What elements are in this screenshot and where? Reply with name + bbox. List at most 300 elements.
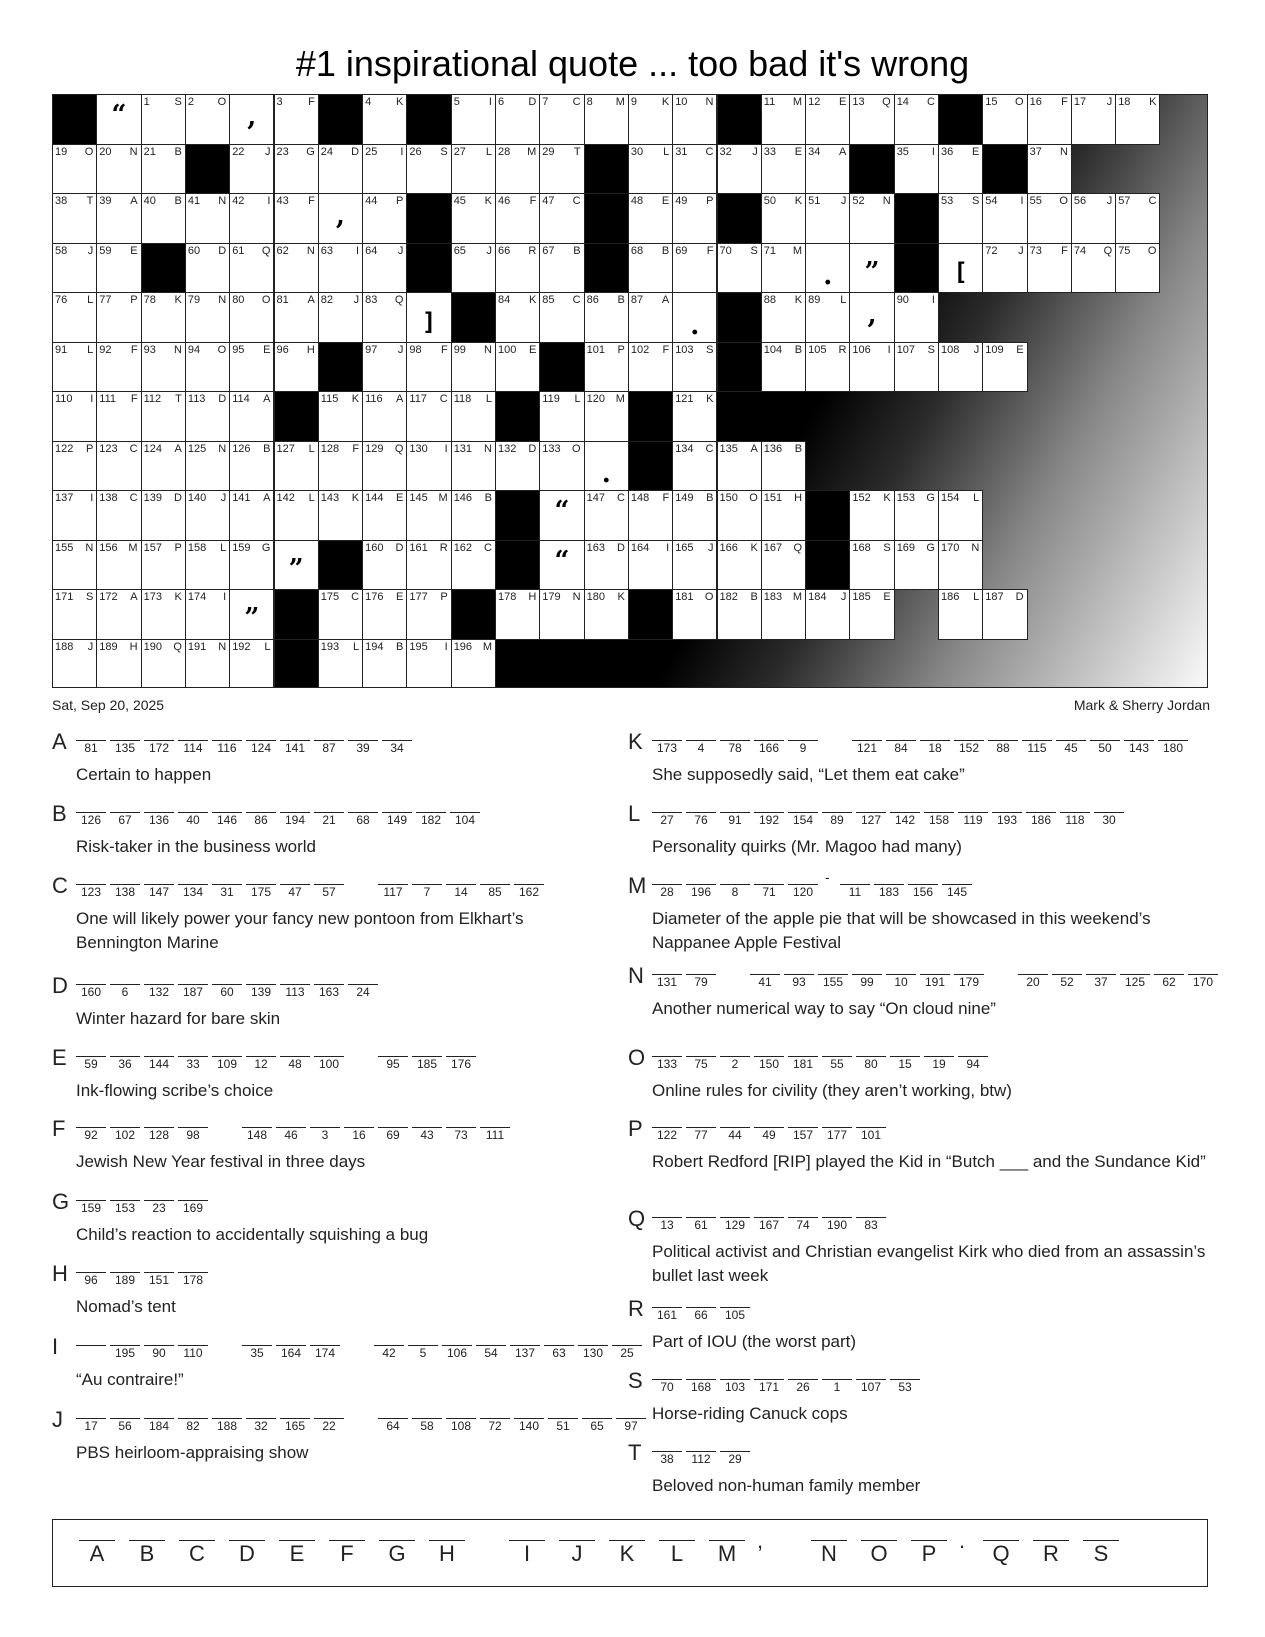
grid-cell[interactable] <box>584 540 629 591</box>
grid-cell[interactable] <box>229 391 274 442</box>
answer-blank[interactable]: 169 <box>178 1200 208 1215</box>
answer-blank[interactable]: 188 <box>212 1418 242 1433</box>
answer-blank[interactable]: 23 <box>144 1200 174 1215</box>
answer-blank[interactable]: 145 <box>942 884 972 899</box>
answer-blank[interactable]: 22 <box>314 1418 344 1433</box>
answer-blank[interactable]: 117 <box>378 884 408 899</box>
answer-blank[interactable]: 40 <box>178 812 208 827</box>
answer-blank[interactable]: 63 <box>544 1345 574 1360</box>
answer-blank[interactable]: 70 <box>652 1379 682 1394</box>
grid-cell[interactable] <box>717 441 762 492</box>
grid-cell[interactable] <box>628 292 673 343</box>
answer-blank[interactable]: 55 <box>822 1056 852 1071</box>
answer-blank[interactable]: 151 <box>144 1272 174 1287</box>
grid-cell[interactable] <box>52 490 97 541</box>
grid-cell[interactable] <box>539 94 584 145</box>
grid-cell[interactable] <box>141 540 186 591</box>
answer-blank[interactable]: 16 <box>344 1127 374 1142</box>
grid-cell[interactable] <box>406 540 451 591</box>
answer-blank[interactable]: 92 <box>76 1127 106 1142</box>
answer-blank[interactable]: 98 <box>178 1127 208 1142</box>
answer-blank[interactable]: 52 <box>1052 974 1082 989</box>
grid-cell[interactable] <box>672 243 717 294</box>
answer-blank[interactable]: 170 <box>1188 974 1218 989</box>
answer-blank[interactable]: 79 <box>686 974 716 989</box>
answer-blank[interactable]: 191 <box>920 974 950 989</box>
answer-blank[interactable]: 141 <box>280 740 310 755</box>
answer-blank[interactable]: 181 <box>788 1056 818 1071</box>
grid-cell[interactable] <box>141 342 186 393</box>
grid-cell[interactable] <box>185 292 230 343</box>
answer-blank[interactable]: 171 <box>754 1379 784 1394</box>
answer-blank[interactable]: 49 <box>754 1127 784 1142</box>
answer-blank[interactable]: 139 <box>246 984 276 999</box>
grid-cell[interactable] <box>406 342 451 393</box>
grid-cell[interactable] <box>717 490 762 541</box>
grid-cell[interactable] <box>318 490 363 541</box>
answer-blank[interactable]: 148 <box>242 1127 272 1142</box>
grid-cell[interactable] <box>761 540 806 591</box>
grid-cell[interactable] <box>1071 193 1116 244</box>
answer-blank[interactable]: 106 <box>442 1345 472 1360</box>
grid-cell[interactable] <box>451 391 496 442</box>
answer-blank[interactable]: 143 <box>1124 740 1154 755</box>
grid-cell[interactable] <box>451 490 496 541</box>
grid-cell[interactable] <box>761 490 806 541</box>
answer-blank[interactable]: 168 <box>686 1379 716 1394</box>
grid-cell[interactable] <box>1027 144 1072 195</box>
grid-cell[interactable] <box>894 490 939 541</box>
answer-blank[interactable]: 133 <box>652 1056 682 1071</box>
grid-cell[interactable] <box>52 540 97 591</box>
answer-blank[interactable]: 65 <box>582 1418 612 1433</box>
grid-cell[interactable] <box>185 94 230 145</box>
answer-blank[interactable]: 25 <box>612 1345 642 1360</box>
answer-blank[interactable]: 149 <box>382 812 412 827</box>
grid-cell[interactable] <box>761 589 806 640</box>
grid-cell[interactable] <box>451 144 496 195</box>
grid-cell[interactable] <box>938 193 983 244</box>
answer-blank[interactable]: 27 <box>652 812 682 827</box>
answer-blank[interactable]: 21 <box>314 812 344 827</box>
answer-blank[interactable]: 91 <box>720 812 750 827</box>
answer-letter-slot[interactable] <box>75 1540 119 1567</box>
answer-blank[interactable]: 187 <box>178 984 208 999</box>
answer-blank[interactable]: 93 <box>784 974 814 989</box>
grid-cell[interactable] <box>274 94 319 145</box>
grid-cell[interactable] <box>761 292 806 343</box>
answer-blank[interactable]: 6 <box>110 984 140 999</box>
answer-blank[interactable]: 2 <box>720 1056 750 1071</box>
grid-cell[interactable] <box>982 94 1027 145</box>
grid-cell[interactable] <box>406 589 451 640</box>
answer-blank[interactable]: 8 <box>720 884 750 899</box>
answer-blank[interactable]: 102 <box>110 1127 140 1142</box>
grid-cell[interactable] <box>451 193 496 244</box>
grid-cell[interactable] <box>539 193 584 244</box>
grid-cell[interactable] <box>141 490 186 541</box>
grid-cell[interactable] <box>274 193 319 244</box>
answer-blank[interactable]: 42 <box>374 1345 404 1360</box>
answer-blank[interactable]: 80 <box>856 1056 886 1071</box>
grid-cell[interactable] <box>628 490 673 541</box>
grid-cell[interactable] <box>406 144 451 195</box>
answer-blank[interactable]: 57 <box>314 884 344 899</box>
answer-blank[interactable]: 177 <box>822 1127 852 1142</box>
grid-cell[interactable] <box>52 391 97 442</box>
answer-blank[interactable]: 138 <box>110 884 140 899</box>
grid-cell[interactable] <box>672 193 717 244</box>
grid-cell[interactable] <box>318 144 363 195</box>
answer-blank[interactable]: 111 <box>480 1127 510 1142</box>
grid-cell[interactable] <box>274 490 319 541</box>
grid-cell[interactable] <box>982 243 1027 294</box>
answer-blank[interactable]: 105 <box>720 1307 750 1322</box>
grid-cell[interactable] <box>672 540 717 591</box>
answer-blank[interactable]: 39 <box>348 740 378 755</box>
answer-blank[interactable]: 68 <box>348 812 378 827</box>
answer-blank[interactable]: 73 <box>446 1127 476 1142</box>
answer-blank[interactable]: 88 <box>988 740 1018 755</box>
grid-cell[interactable] <box>672 391 717 442</box>
answer-blank[interactable]: 47 <box>280 884 310 899</box>
grid-cell[interactable] <box>451 441 496 492</box>
grid-cell[interactable] <box>185 589 230 640</box>
answer-blank[interactable]: 90 <box>144 1345 174 1360</box>
grid-cell[interactable] <box>318 589 363 640</box>
answer-blank[interactable]: 109 <box>212 1056 242 1071</box>
grid-cell[interactable] <box>495 342 540 393</box>
answer-blank[interactable]: 59 <box>76 1056 106 1071</box>
answer-blank[interactable]: 114 <box>178 740 208 755</box>
grid-cell[interactable] <box>672 94 717 145</box>
grid-cell[interactable] <box>628 144 673 195</box>
grid-cell[interactable] <box>539 391 584 442</box>
answer-blank[interactable]: 192 <box>754 812 784 827</box>
grid-cell[interactable] <box>362 639 407 689</box>
answer-blank[interactable]: 37 <box>1086 974 1116 989</box>
grid-cell[interactable] <box>805 94 850 145</box>
grid-cell[interactable] <box>761 144 806 195</box>
answer-blank[interactable]: 172 <box>144 740 174 755</box>
answer-blank[interactable]: 159 <box>76 1200 106 1215</box>
answer-blank[interactable]: 196 <box>686 884 716 899</box>
answer-blank[interactable]: 61 <box>686 1217 716 1232</box>
grid-cell[interactable] <box>451 342 496 393</box>
answer-blank[interactable]: 123 <box>76 884 106 899</box>
answer-blank[interactable]: 3 <box>310 1127 340 1142</box>
grid-cell[interactable] <box>805 193 850 244</box>
grid-cell[interactable] <box>362 540 407 591</box>
grid-cell[interactable] <box>229 342 274 393</box>
grid-cell[interactable] <box>628 243 673 294</box>
answer-letter-slot[interactable] <box>555 1540 599 1567</box>
grid-cell[interactable] <box>96 441 141 492</box>
answer-blank[interactable]: 46 <box>276 1127 306 1142</box>
answer-blank[interactable]: 53 <box>890 1379 920 1394</box>
answer-blank[interactable]: 108 <box>446 1418 476 1433</box>
grid-cell[interactable] <box>52 243 97 294</box>
answer-blank[interactable]: 74 <box>788 1217 818 1232</box>
answer-blank[interactable]: 43 <box>412 1127 442 1142</box>
grid-cell[interactable] <box>451 243 496 294</box>
answer-blank[interactable]: 54 <box>476 1345 506 1360</box>
grid-cell[interactable] <box>274 243 319 294</box>
grid-cell[interactable] <box>628 540 673 591</box>
grid-cell[interactable] <box>362 94 407 145</box>
grid-cell[interactable] <box>406 639 451 689</box>
grid-cell[interactable] <box>1115 243 1160 294</box>
answer-blank[interactable]: 146 <box>212 812 242 827</box>
grid-cell[interactable] <box>894 540 939 591</box>
answer-blank[interactable]: 1 <box>822 1379 852 1394</box>
grid-cell[interactable] <box>1027 193 1072 244</box>
answer-blank[interactable]: 167 <box>754 1217 784 1232</box>
grid-cell[interactable] <box>141 441 186 492</box>
answer-blank[interactable]: 20 <box>1018 974 1048 989</box>
answer-letter-slot[interactable] <box>505 1540 549 1567</box>
grid-cell[interactable] <box>982 193 1027 244</box>
answer-blank[interactable]: 101 <box>856 1127 886 1142</box>
answer-blank[interactable]: 41 <box>750 974 780 989</box>
answer-blank[interactable]: 173 <box>652 740 682 755</box>
answer-blank[interactable]: 103 <box>720 1379 750 1394</box>
grid-cell[interactable] <box>849 193 894 244</box>
grid-cell[interactable] <box>96 193 141 244</box>
grid-cell[interactable] <box>96 490 141 541</box>
answer-blank[interactable]: 33 <box>178 1056 208 1071</box>
answer-letter-slot[interactable] <box>807 1540 851 1567</box>
grid-cell[interactable] <box>141 193 186 244</box>
answer-blank[interactable]: 163 <box>314 984 344 999</box>
grid-cell[interactable] <box>52 441 97 492</box>
grid-cell[interactable] <box>495 243 540 294</box>
grid-cell[interactable] <box>717 540 762 591</box>
answer-blank[interactable]: 183 <box>874 884 904 899</box>
grid-cell[interactable] <box>141 589 186 640</box>
answer-blank[interactable]: 174 <box>310 1345 340 1360</box>
grid-cell[interactable] <box>52 193 97 244</box>
answer-blank[interactable]: 130 <box>578 1345 608 1360</box>
grid-cell[interactable] <box>96 540 141 591</box>
answer-letter-slot[interactable] <box>655 1540 699 1567</box>
answer-blank[interactable]: 156 <box>908 884 938 899</box>
grid-cell[interactable] <box>141 292 186 343</box>
grid-cell[interactable] <box>849 94 894 145</box>
grid-cell[interactable] <box>318 292 363 343</box>
answer-blank[interactable]: 185 <box>412 1056 442 1071</box>
grid-cell[interactable] <box>849 589 894 640</box>
answer-blank[interactable]: 122 <box>652 1127 682 1142</box>
grid-cell[interactable] <box>761 193 806 244</box>
grid-cell[interactable] <box>1027 94 1072 145</box>
grid-cell[interactable] <box>229 243 274 294</box>
grid-cell[interactable] <box>451 639 496 689</box>
grid-cell[interactable] <box>495 144 540 195</box>
answer-blank[interactable]: 161 <box>652 1307 682 1322</box>
grid-cell[interactable] <box>539 144 584 195</box>
grid-cell[interactable] <box>584 292 629 343</box>
answer-blank[interactable]: 28 <box>652 884 682 899</box>
answer-letter-slot[interactable] <box>125 1540 169 1567</box>
grid-cell[interactable] <box>539 441 584 492</box>
answer-blank[interactable]: 164 <box>276 1345 306 1360</box>
answer-blank[interactable]: 72 <box>480 1418 510 1433</box>
answer-blank[interactable]: 112 <box>686 1451 716 1466</box>
answer-blank[interactable]: 179 <box>954 974 984 989</box>
answer-blank[interactable]: 155 <box>818 974 848 989</box>
answer-blank[interactable]: 50 <box>1090 740 1120 755</box>
answer-blank[interactable]: 100 <box>314 1056 344 1071</box>
grid-cell[interactable] <box>938 342 983 393</box>
grid-cell[interactable] <box>451 94 496 145</box>
grid-cell[interactable] <box>52 144 97 195</box>
answer-blank[interactable]: 85 <box>480 884 510 899</box>
grid-cell[interactable] <box>849 490 894 541</box>
grid-cell[interactable] <box>141 94 186 145</box>
answer-blank[interactable]: 4 <box>686 740 716 755</box>
grid-cell[interactable] <box>318 243 363 294</box>
answer-blank[interactable]: 76 <box>686 812 716 827</box>
grid-cell[interactable] <box>761 342 806 393</box>
answer-blank[interactable]: 7 <box>412 884 442 899</box>
answer-blank[interactable]: 18 <box>920 740 950 755</box>
answer-blank[interactable]: 137 <box>510 1345 540 1360</box>
answer-blank[interactable]: 136 <box>144 812 174 827</box>
grid-cell[interactable] <box>894 292 939 343</box>
answer-blank[interactable]: 131 <box>652 974 682 989</box>
answer-letter-slot[interactable] <box>605 1540 649 1567</box>
grid-cell[interactable] <box>1071 94 1116 145</box>
answer-blank[interactable]: 96 <box>76 1272 106 1287</box>
grid-cell[interactable] <box>274 342 319 393</box>
grid-cell[interactable] <box>717 144 762 195</box>
answer-blank[interactable]: 38 <box>652 1451 682 1466</box>
grid-cell[interactable] <box>362 292 407 343</box>
grid-cell[interactable] <box>362 391 407 442</box>
answer-blank[interactable]: 66 <box>686 1307 716 1322</box>
grid-cell[interactable] <box>717 243 762 294</box>
answer-blank[interactable]: 153 <box>110 1200 140 1215</box>
answer-blank[interactable]: 182 <box>416 812 446 827</box>
grid-cell[interactable] <box>141 391 186 442</box>
answer-letter-slot[interactable] <box>175 1540 219 1567</box>
grid-cell[interactable] <box>894 94 939 145</box>
grid-cell[interactable] <box>362 243 407 294</box>
answer-blank[interactable]: 152 <box>954 740 984 755</box>
answer-blank[interactable]: 107 <box>856 1379 886 1394</box>
answer-blank[interactable]: 157 <box>788 1127 818 1142</box>
answer-blank[interactable]: 10 <box>886 974 916 989</box>
grid-cell[interactable] <box>1115 94 1160 145</box>
answer-blank[interactable]: 31 <box>212 884 242 899</box>
grid-cell[interactable] <box>229 639 274 689</box>
answer-blank[interactable]: 36 <box>110 1056 140 1071</box>
answer-blank[interactable]: 178 <box>178 1272 208 1287</box>
answer-blank[interactable]: 142 <box>890 812 920 827</box>
answer-blank[interactable]: 134 <box>178 884 208 899</box>
grid-cell[interactable] <box>274 292 319 343</box>
answer-blank[interactable]: 129 <box>720 1217 750 1232</box>
grid-cell[interactable] <box>406 490 451 541</box>
answer-blank[interactable]: 5 <box>408 1345 438 1360</box>
answer-blank[interactable]: 58 <box>412 1418 442 1433</box>
grid-cell[interactable] <box>495 589 540 640</box>
grid-cell[interactable] <box>185 391 230 442</box>
answer-blank[interactable]: 194 <box>280 812 310 827</box>
answer-blank[interactable]: 9 <box>788 740 818 755</box>
grid-cell[interactable] <box>1115 193 1160 244</box>
answer-blank[interactable]: 81 <box>76 740 106 755</box>
answer-blank[interactable]: 126 <box>76 812 106 827</box>
answer-letter-slot[interactable] <box>275 1540 319 1567</box>
answer-blank[interactable]: 118 <box>1060 812 1090 827</box>
grid-cell[interactable] <box>849 342 894 393</box>
answer-blank[interactable]: 75 <box>686 1056 716 1071</box>
grid-cell[interactable] <box>274 441 319 492</box>
answer-letter-slot[interactable] <box>857 1540 901 1567</box>
grid-cell[interactable] <box>52 342 97 393</box>
answer-blank[interactable]: 64 <box>378 1418 408 1433</box>
answer-blank[interactable]: 97 <box>616 1418 646 1433</box>
answer-blank[interactable]: 162 <box>514 884 544 899</box>
answer-blank[interactable]: 116 <box>212 740 242 755</box>
answer-blank[interactable]: 99 <box>852 974 882 989</box>
answer-blank[interactable]: 82 <box>178 1418 208 1433</box>
answer-blank[interactable]: 195 <box>110 1345 140 1360</box>
answer-blank[interactable]: 144 <box>144 1056 174 1071</box>
grid-cell[interactable] <box>628 342 673 393</box>
grid-cell[interactable] <box>761 94 806 145</box>
grid-cell[interactable] <box>362 490 407 541</box>
grid-cell[interactable] <box>96 342 141 393</box>
grid-cell[interactable] <box>318 639 363 689</box>
grid-cell[interactable] <box>672 144 717 195</box>
answer-blank[interactable]: 120 <box>788 884 818 899</box>
answer-blank[interactable]: 56 <box>110 1418 140 1433</box>
answer-blank[interactable]: 119 <box>958 812 988 827</box>
answer-blank[interactable]: 11 <box>840 884 870 899</box>
answer-blank[interactable]: 140 <box>514 1418 544 1433</box>
grid-cell[interactable] <box>229 490 274 541</box>
grid-cell[interactable] <box>52 639 97 689</box>
grid-cell[interactable] <box>805 589 850 640</box>
grid-cell[interactable] <box>229 441 274 492</box>
grid-cell[interactable] <box>274 144 319 195</box>
grid-cell[interactable] <box>584 94 629 145</box>
grid-cell[interactable] <box>229 193 274 244</box>
grid-cell[interactable] <box>185 441 230 492</box>
grid-cell[interactable] <box>185 540 230 591</box>
answer-blank[interactable]: 86 <box>246 812 276 827</box>
grid-cell[interactable] <box>96 292 141 343</box>
grid-cell[interactable] <box>318 441 363 492</box>
answer-blank[interactable]: 60 <box>212 984 242 999</box>
answer-blank[interactable]: 78 <box>720 740 750 755</box>
grid-cell[interactable] <box>185 342 230 393</box>
grid-cell[interactable] <box>628 193 673 244</box>
grid-cell[interactable] <box>96 243 141 294</box>
answer-blank[interactable]: 175 <box>246 884 276 899</box>
grid-cell[interactable] <box>628 94 673 145</box>
answer-letter-slot[interactable] <box>979 1540 1023 1567</box>
answer-blank[interactable]: 113 <box>280 984 310 999</box>
answer-blank[interactable]: 32 <box>246 1418 276 1433</box>
answer-blank[interactable]: 14 <box>446 884 476 899</box>
answer-blank[interactable]: 121 <box>852 740 882 755</box>
answer-blank[interactable]: 48 <box>280 1056 310 1071</box>
grid-cell[interactable] <box>362 342 407 393</box>
